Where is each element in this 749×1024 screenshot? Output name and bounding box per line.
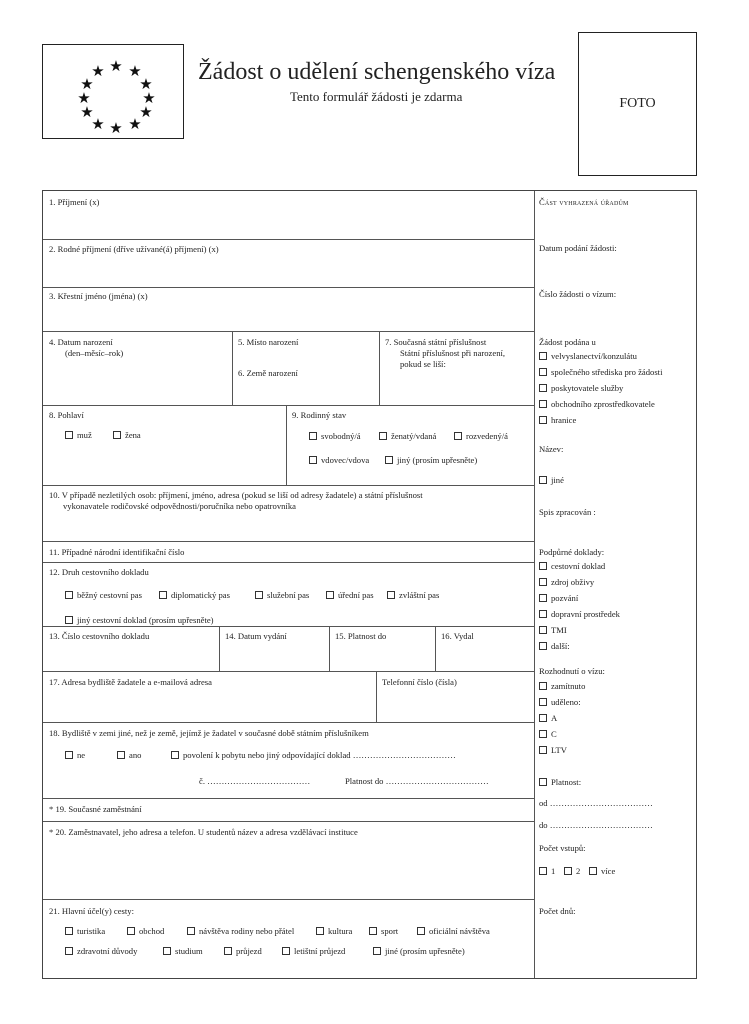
checkbox-icon	[539, 352, 547, 360]
office-dec-ltv[interactable]: LTV	[539, 745, 567, 756]
field-nationality-note: pokud se liší:	[400, 359, 446, 369]
option-divorced[interactable]: rozvedený/á	[454, 431, 508, 442]
field-valid-until: 15. Platnost do	[335, 631, 387, 641]
office-opt-border[interactable]: hranice	[539, 415, 576, 426]
office-opt-embassy[interactable]: velvyslanectví/konzulátu	[539, 351, 637, 362]
checkbox-icon	[369, 927, 377, 935]
option-family-visit[interactable]: návštěva rodiny nebo přátel	[187, 926, 294, 937]
office-doc-means[interactable]: zdroj obživy	[539, 577, 594, 588]
svg-text:★: ★	[91, 115, 105, 133]
field-country-of-birth: 6. Země narození	[238, 368, 298, 378]
office-name: Název:	[539, 444, 564, 454]
checkbox-icon	[326, 591, 334, 599]
svg-text:★: ★	[80, 103, 94, 121]
field-main-purpose: 21. Hlavní účel(y) cesty:	[49, 906, 134, 916]
field-nationality: 7. Současná státní příslušnost	[385, 337, 487, 347]
field-permit-valid-until: Platnost do ………………………………	[345, 776, 489, 786]
field-surname: 1. Příjmení (x)	[49, 197, 100, 207]
office-doc-transport[interactable]: dopravní prostředek	[539, 609, 620, 620]
option-medical[interactable]: zdravotní důvody	[65, 946, 137, 957]
photo-label: FOTO	[619, 96, 656, 111]
svg-text:★: ★	[128, 62, 142, 80]
checkbox-icon	[539, 626, 547, 634]
field-sex: 8. Pohlaví	[49, 410, 84, 420]
office-doc-tmi[interactable]: TMI	[539, 625, 567, 636]
checkbox-icon	[539, 867, 547, 875]
office-validity-from: od ………………………………	[539, 798, 653, 808]
office-doc-travel[interactable]: cestovní doklad	[539, 561, 605, 572]
svg-text:★: ★	[128, 115, 142, 133]
field-document-type: 12. Druh cestovního dokladu	[49, 567, 149, 577]
office-days: Počet dnů:	[539, 906, 576, 916]
checkbox-icon	[65, 591, 73, 599]
checkbox-icon	[282, 947, 290, 955]
option-residence-permit[interactable]: povolení k pobytu nebo jiný odpovídající doklad ………………………………	[171, 750, 456, 761]
checkbox-icon	[316, 927, 324, 935]
option-ordinary-passport[interactable]: běžný cestovní pas	[65, 590, 142, 601]
svg-text:★: ★	[91, 62, 105, 80]
field-national-id: 11. Případné národní identifikační číslo	[49, 547, 185, 557]
field-permit-number: č. ………………………………	[199, 776, 311, 786]
checkbox-icon	[65, 616, 73, 624]
office-dec-issued[interactable]: uděleno:	[539, 697, 581, 708]
checkbox-icon	[539, 400, 547, 408]
office-doc-invitation[interactable]: pozvání	[539, 593, 578, 604]
option-other-status[interactable]: jiný (prosím upřesněte)	[385, 455, 477, 466]
field-issued-by: 16. Vydal	[441, 631, 474, 641]
photo-box[interactable]	[578, 32, 697, 176]
checkbox-icon	[539, 562, 547, 570]
checkbox-icon	[454, 432, 462, 440]
office-doc-other[interactable]: další:	[539, 641, 570, 652]
svg-text:★: ★	[109, 119, 123, 137]
office-supporting-docs: Podpůrné doklady:	[539, 547, 605, 557]
field-issue-date: 14. Datum vydání	[225, 631, 287, 641]
office-opt-intermediary[interactable]: obchodního zprostředkovatele	[539, 399, 655, 410]
option-other-purpose[interactable]: jiné (prosím upřesněte)	[373, 946, 465, 957]
option-diplomatic-passport[interactable]: diplomatický pas	[159, 590, 230, 601]
field-surname-at-birth: 2. Rodné příjmení (dříve užívané(á) příjmení) (x)	[49, 244, 219, 254]
checkbox-icon	[539, 714, 547, 722]
checkbox-icon	[539, 416, 547, 424]
option-yes[interactable]: ano	[117, 750, 141, 761]
field-document-number: 13. Číslo cestovního dokladu	[49, 631, 150, 641]
option-female[interactable]: žena	[113, 430, 141, 441]
checkbox-icon	[539, 368, 547, 376]
checkbox-icon	[539, 682, 547, 690]
office-processed-by: Spis zpracován :	[539, 507, 596, 517]
field-place-of-birth: 5. Místo narození	[238, 337, 299, 347]
checkbox-icon	[539, 578, 547, 586]
option-male[interactable]: muž	[65, 430, 92, 441]
checkbox-icon	[159, 591, 167, 599]
office-validity[interactable]: Platnost:	[539, 777, 581, 788]
option-special-passport[interactable]: zvláštní pas	[387, 590, 439, 601]
visa-form	[42, 190, 697, 979]
option-married[interactable]: ženatý/vdaná	[379, 431, 436, 442]
field-date-format: (den–měsíc–rok)	[65, 348, 124, 358]
office-opt-other[interactable]: jiné	[539, 475, 564, 486]
svg-text:★: ★	[80, 75, 94, 93]
field-civil-status: 9. Rodinný stav	[292, 410, 347, 420]
checkbox-icon	[65, 927, 73, 935]
checkbox-icon	[65, 751, 73, 759]
checkbox-icon	[589, 867, 597, 875]
office-entries-2[interactable]: 2	[564, 866, 580, 877]
checkbox-icon	[539, 476, 547, 484]
checkbox-icon	[564, 867, 572, 875]
checkbox-icon	[373, 947, 381, 955]
option-official-passport[interactable]: úřední pas	[326, 590, 374, 601]
svg-text:★: ★	[139, 103, 153, 121]
checkbox-icon	[309, 432, 317, 440]
checkbox-icon	[379, 432, 387, 440]
office-entries: Počet vstupů:	[539, 843, 586, 853]
page-subtitle: Tento formulář žádosti je zdarma	[290, 89, 463, 104]
option-airport-transit[interactable]: letištní průjezd	[282, 946, 345, 957]
checkbox-icon	[539, 778, 547, 786]
option-culture[interactable]: kultura	[316, 926, 352, 937]
field-employer: * 20. Zaměstnavatel, jeho adresa a telefon. U studentů název a adresa vzdělávací instituce	[49, 827, 358, 837]
office-dec-refused[interactable]: zamítnuto	[539, 681, 585, 692]
checkbox-icon	[539, 730, 547, 738]
checkbox-icon	[163, 947, 171, 955]
checkbox-icon	[539, 384, 547, 392]
option-official-visit[interactable]: oficiální návštěva	[417, 926, 490, 937]
page-title: Žádost o udělení schengenského víza	[198, 59, 556, 85]
checkbox-icon	[539, 698, 547, 706]
checkbox-icon	[387, 591, 395, 599]
field-first-name: 3. Křestní jméno (jména) (x)	[49, 291, 148, 301]
field-phone: Telefonní číslo (čísla)	[382, 677, 457, 687]
svg-text:★: ★	[77, 89, 91, 107]
checkbox-icon	[127, 927, 135, 935]
office-decision: Rozhodnutí o vízu:	[539, 666, 605, 676]
field-home-address: 17. Adresa bydliště žadatele a e-mailová adresa	[49, 677, 212, 687]
field-minor-guardian-2: vykonavatele rodičovské odpovědnosti/poručníka nebo opatrovníka	[63, 501, 296, 511]
office-validity-to: do ………………………………	[539, 820, 653, 830]
checkbox-icon	[539, 642, 547, 650]
option-no[interactable]: ne	[65, 750, 85, 761]
option-service-passport[interactable]: služební pas	[255, 590, 309, 601]
svg-text:★: ★	[109, 57, 123, 75]
office-opt-provider[interactable]: poskytovatele služby	[539, 383, 623, 394]
office-entries-multiple[interactable]: více	[589, 866, 615, 877]
office-opt-center[interactable]: společného střediska pro žádosti	[539, 367, 662, 378]
checkbox-icon	[171, 751, 179, 759]
checkbox-icon	[309, 456, 317, 464]
office-dec-c[interactable]: C	[539, 729, 557, 740]
checkbox-icon	[187, 927, 195, 935]
stars-icon	[43, 45, 182, 137]
checkbox-icon	[417, 927, 425, 935]
checkbox-icon	[65, 947, 73, 955]
option-sport[interactable]: sport	[369, 926, 398, 937]
option-widowed[interactable]: vdovec/vdova	[309, 455, 369, 466]
option-other-document[interactable]: jiný cestovní doklad (prosím upřesněte)	[65, 615, 214, 626]
field-date-of-birth: 4. Datum narození	[49, 337, 113, 347]
office-dec-a[interactable]: A	[539, 713, 557, 724]
field-occupation: * 19. Současné zaměstnání	[49, 804, 142, 814]
option-transit[interactable]: průjezd	[224, 946, 262, 957]
field-nationality-at-birth: Státní příslušnost při narození,	[400, 348, 506, 358]
office-date-submitted: Datum podání žádosti:	[539, 243, 617, 253]
checkbox-icon	[113, 431, 121, 439]
checkbox-icon	[65, 431, 73, 439]
checkbox-icon	[385, 456, 393, 464]
svg-text:★: ★	[139, 75, 153, 93]
field-residence-other-country: 18. Bydliště v zemi jiné, než je země, jejímž je žadatel v současné době státním příslušníkem	[49, 728, 369, 738]
option-business[interactable]: obchod	[127, 926, 164, 937]
option-tourism[interactable]: turistika	[65, 926, 105, 937]
office-app-number: Číslo žádosti o vízum:	[539, 289, 617, 299]
checkbox-icon	[117, 751, 125, 759]
checkbox-icon	[255, 591, 263, 599]
office-heading: Část vyhrazená úřadům	[539, 197, 629, 207]
checkbox-icon	[539, 746, 547, 754]
checkbox-icon	[224, 947, 232, 955]
checkbox-icon	[539, 594, 547, 602]
field-minor-guardian: 10. V případě nezletilých osob: příjmení, jméno, adresa (pokud se liší od adresy žadatele) a státní příslušnost	[49, 490, 423, 500]
checkbox-icon	[539, 610, 547, 618]
svg-text:★: ★	[142, 89, 156, 107]
office-submitted-at: Žádost podána u	[539, 337, 596, 347]
option-single[interactable]: svobodný/á	[309, 431, 361, 442]
option-study[interactable]: studium	[163, 946, 203, 957]
office-entries-1[interactable]: 1	[539, 866, 555, 877]
eu-flag-emblem	[42, 44, 184, 139]
